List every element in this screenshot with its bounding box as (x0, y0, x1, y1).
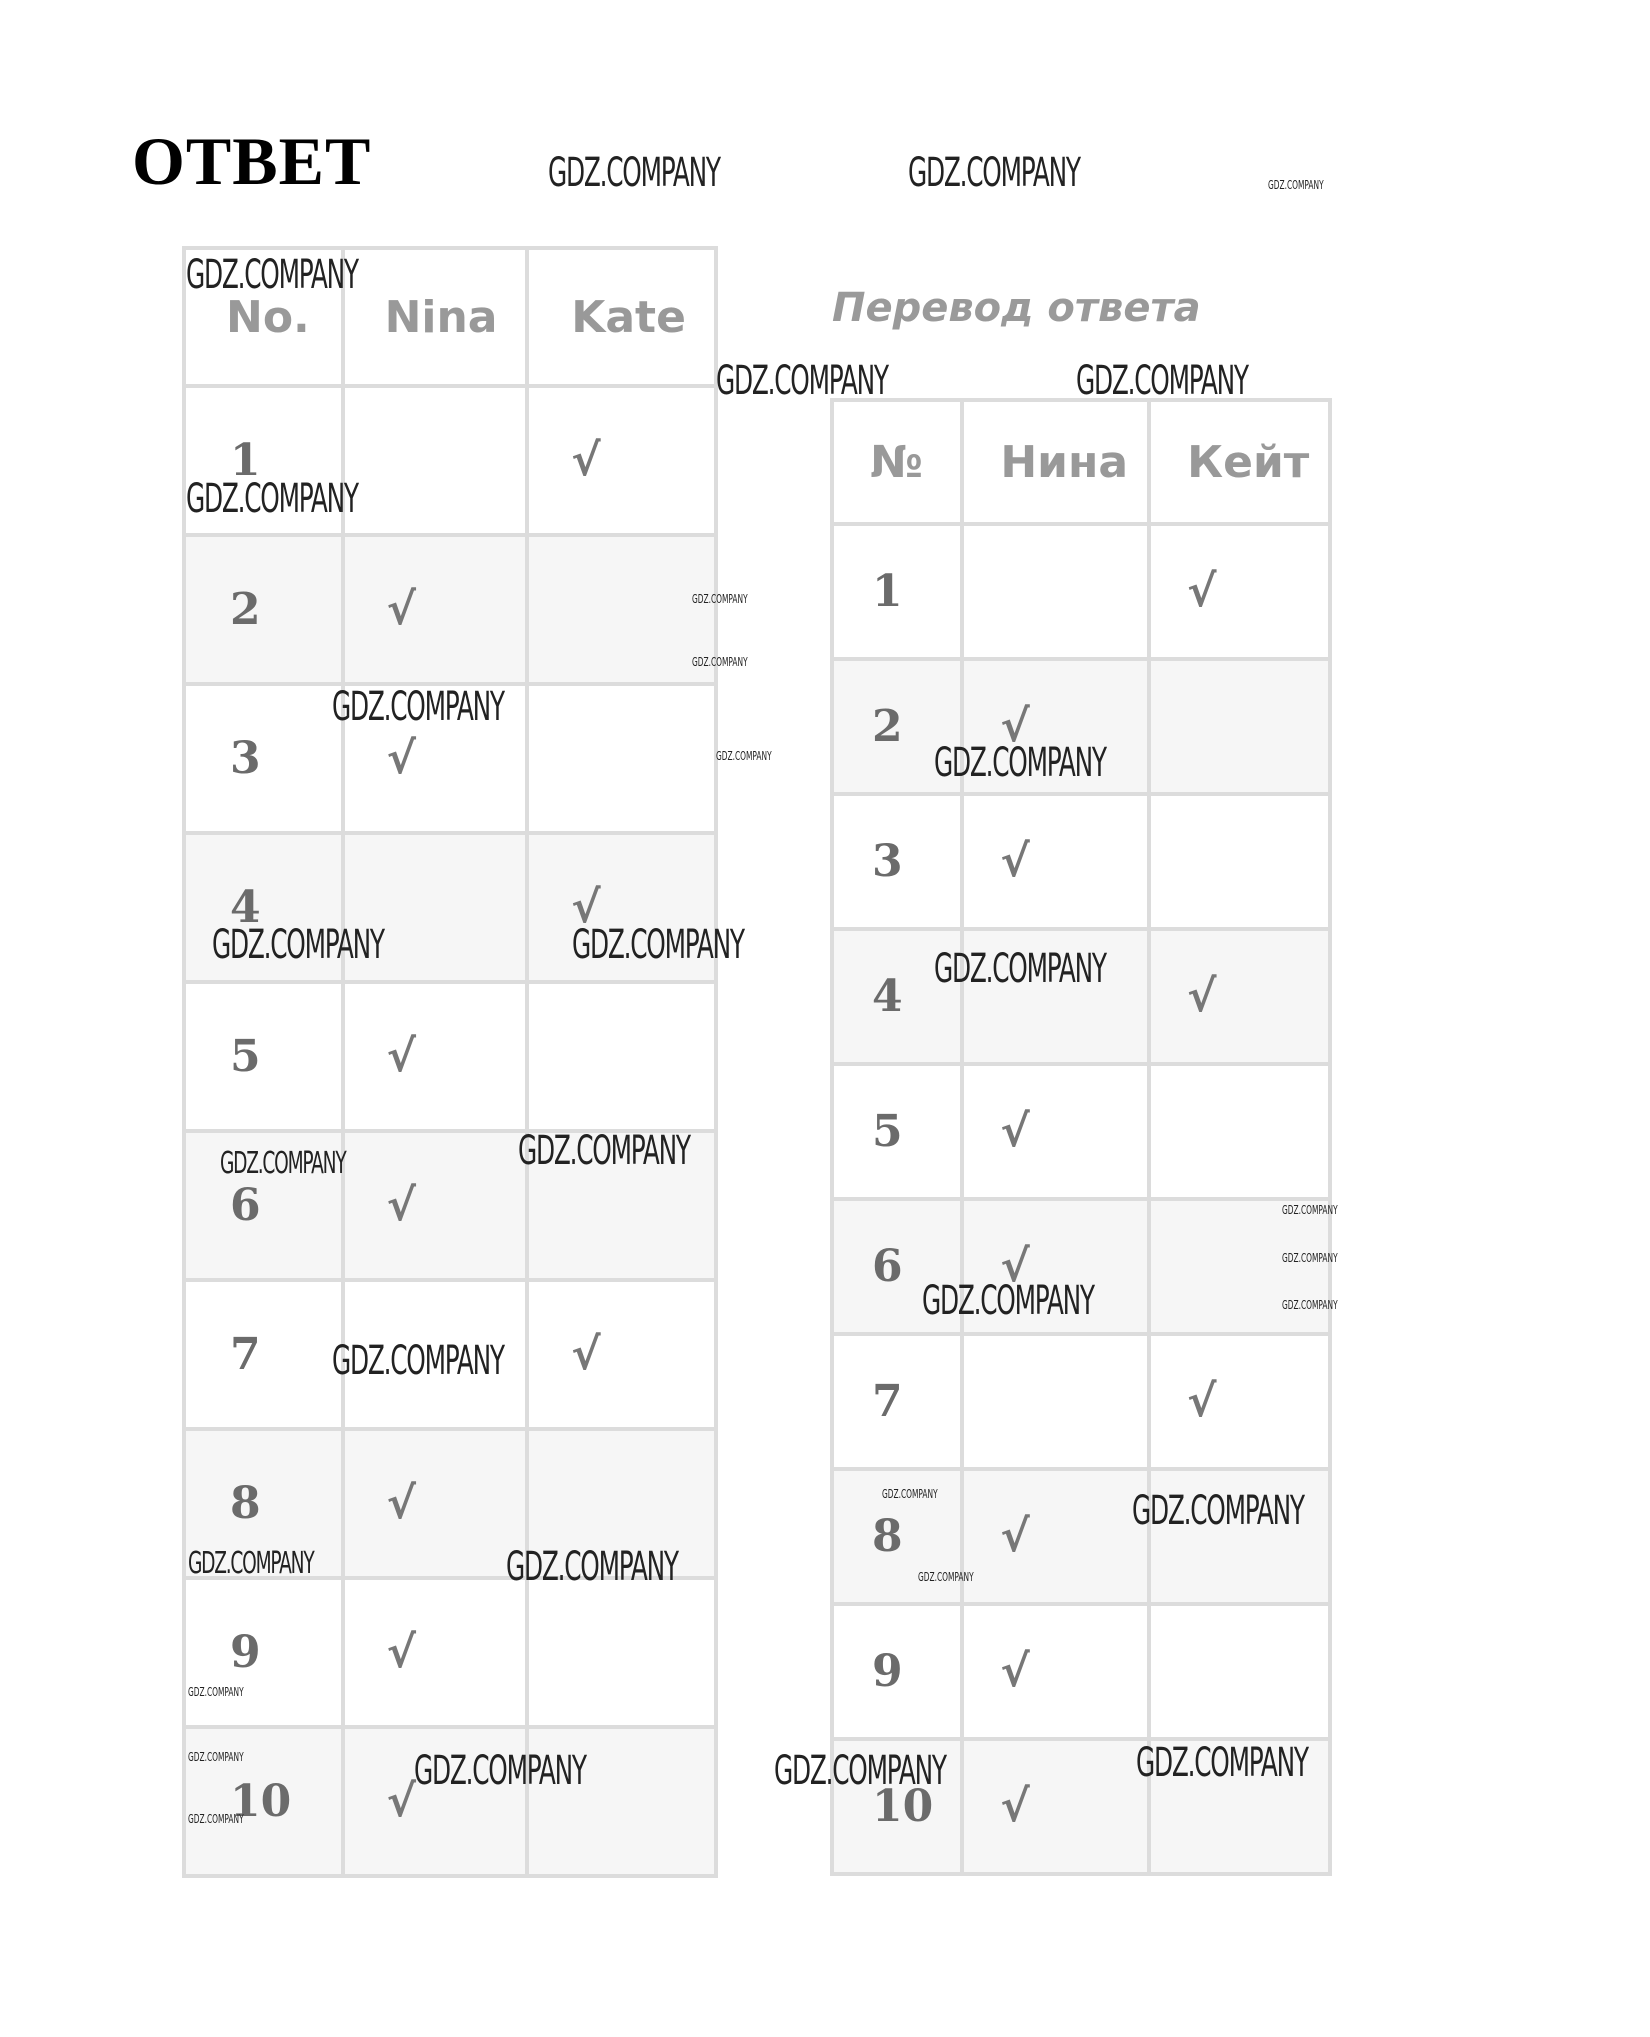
kate-check-cell: √ (527, 1280, 716, 1429)
kate-check-cell (1149, 794, 1330, 929)
watermark-text: GDZ.COMPANY (1136, 1740, 1308, 1786)
watermark-text: GDZ.COMPANY (332, 1338, 504, 1384)
watermark-text: GDZ.COMPANY (774, 1748, 946, 1794)
watermark-text: GDZ.COMPANY (692, 655, 748, 669)
nina-check-cell: √ (962, 1064, 1149, 1199)
nina-check-cell: √ (962, 659, 1149, 794)
row-number: 8 (832, 1469, 962, 1604)
watermark-text: GDZ.COMPANY (918, 1570, 974, 1584)
row-number: 6 (832, 1199, 962, 1334)
watermark-text: GDZ.COMPANY (186, 476, 358, 522)
nina-check-cell: √ (343, 684, 528, 833)
table-header-row (832, 400, 1330, 524)
table-row (832, 1334, 1330, 1469)
kate-check-cell: √ (527, 833, 716, 982)
row-number: 1 (832, 524, 962, 659)
row-number: 3 (832, 794, 962, 929)
translation-title: Перевод ответа (832, 285, 1201, 331)
watermark-text: GDZ.COMPANY (332, 684, 504, 730)
watermark-text: GDZ.COMPANY (934, 946, 1106, 992)
header-nina: Нина (962, 400, 1149, 524)
watermark-text: GDZ.COMPANY (572, 922, 744, 968)
watermark-text: GDZ.COMPANY (212, 922, 384, 968)
nina-check-cell: √ (343, 982, 528, 1131)
watermark-text: GDZ.COMPANY (518, 1128, 690, 1174)
header-nina: Nina (343, 248, 528, 386)
table-row (184, 535, 716, 684)
watermark-text: GDZ.COMPANY (922, 1278, 1094, 1324)
table-row (832, 794, 1330, 929)
row-number: 3 (184, 684, 343, 833)
header-no: No. (184, 248, 343, 386)
watermark-text: GDZ.COMPANY (692, 592, 748, 606)
watermark-text: GDZ.COMPANY (188, 1685, 244, 1699)
kate-check-cell: √ (527, 386, 716, 535)
watermark-text: GDZ.COMPANY (934, 740, 1106, 786)
row-number: 5 (184, 982, 343, 1131)
kate-check-cell: √ (1149, 524, 1330, 659)
watermark-text: GDZ.COMPANY (1268, 178, 1324, 192)
watermark-text: GDZ.COMPANY (716, 749, 772, 763)
row-number: 7 (184, 1280, 343, 1429)
table-row (184, 1578, 716, 1727)
kate-check-cell (1149, 1199, 1330, 1334)
nina-check-cell: √ (962, 1604, 1149, 1739)
table-row (832, 524, 1330, 659)
row-number: 5 (832, 1064, 962, 1199)
table-row (832, 1064, 1330, 1199)
kate-check-cell (1149, 1604, 1330, 1739)
row-number: 6 (184, 1131, 343, 1280)
watermark-text: GDZ.COMPANY (716, 358, 888, 404)
answer-heading: ОТВЕТ (132, 123, 372, 199)
kate-check-cell (527, 535, 716, 684)
table-row (832, 1604, 1330, 1739)
nina-check-cell: √ (343, 535, 528, 684)
nina-check-cell (962, 1334, 1149, 1469)
nina-check-cell: √ (962, 1469, 1149, 1604)
nina-check-cell: √ (343, 1578, 528, 1727)
watermark-text: GDZ.COMPANY (1282, 1298, 1338, 1312)
watermark-text: GDZ.COMPANY (188, 1750, 244, 1764)
answer-table-ru (830, 398, 1332, 1876)
row-number: 4 (184, 833, 343, 982)
table-row (184, 982, 716, 1131)
watermark-text: GDZ.COMPANY (188, 1812, 244, 1826)
watermark-text: GDZ.COMPANY (186, 252, 358, 298)
kate-check-cell (527, 1578, 716, 1727)
row-number: 2 (832, 659, 962, 794)
row-number: 9 (184, 1578, 343, 1727)
watermark-text: GDZ.COMPANY (414, 1748, 586, 1794)
watermark-text: GDZ.COMPANY (220, 1146, 346, 1181)
watermark-text: GDZ.COMPANY (1282, 1251, 1338, 1265)
nina-check-cell (343, 386, 528, 535)
watermark-text: GDZ.COMPANY (882, 1487, 938, 1501)
kate-check-cell (1149, 1064, 1330, 1199)
row-number: 10 (184, 1727, 343, 1876)
watermark-text: GDZ.COMPANY (548, 150, 720, 196)
nina-check-cell (962, 524, 1149, 659)
nina-check-cell: √ (343, 1727, 528, 1876)
header-no: № (832, 400, 962, 524)
row-number: 10 (832, 1739, 962, 1874)
header-kate: Kate (527, 248, 716, 386)
nina-check-cell: √ (962, 1199, 1149, 1334)
watermark-text: GDZ.COMPANY (1282, 1203, 1338, 1217)
row-number: 7 (832, 1334, 962, 1469)
kate-check-cell: √ (1149, 929, 1330, 1064)
row-number: 8 (184, 1429, 343, 1578)
watermark-text: GDZ.COMPANY (506, 1544, 678, 1590)
kate-check-cell (527, 982, 716, 1131)
nina-check-cell: √ (962, 794, 1149, 929)
kate-check-cell: √ (1149, 1334, 1330, 1469)
nina-check-cell: √ (962, 1739, 1149, 1874)
kate-check-cell (1149, 659, 1330, 794)
nina-check-cell: √ (343, 1131, 528, 1280)
watermark-text: GDZ.COMPANY (908, 150, 1080, 196)
watermark-text: GDZ.COMPANY (1132, 1488, 1304, 1534)
kate-check-cell (527, 684, 716, 833)
watermark-text: GDZ.COMPANY (188, 1546, 314, 1581)
watermark-text: GDZ.COMPANY (1076, 358, 1248, 404)
nina-check-cell: √ (343, 1429, 528, 1578)
row-number: 4 (832, 929, 962, 1064)
row-number: 9 (832, 1604, 962, 1739)
row-number: 1 (184, 386, 343, 535)
header-kate: Кейт (1149, 400, 1330, 524)
row-number: 2 (184, 535, 343, 684)
